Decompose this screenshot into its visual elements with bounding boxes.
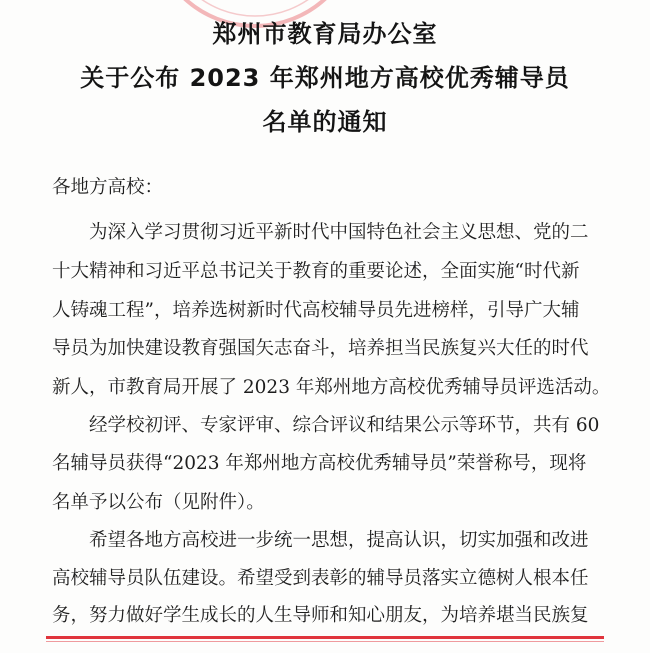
body-line: 务，努力做好学生成长的人生导师和知心朋友，为培养堪当民族复 bbox=[52, 605, 589, 626]
body-line: 十大精神和习近平总书记关于教育的重要论述，全面实施“时代新 bbox=[52, 261, 580, 282]
body-line: 名辅导员获得“2023 年郑州地方高校优秀辅导员”荣誉称号，现将 bbox=[52, 453, 587, 474]
body-line: 导员为加快建设教育强国矢志奋斗，培养担当民族复兴大任的时代 bbox=[52, 338, 589, 359]
body-line: 为深入学习贯彻习近平新时代中国特色社会主义思想、党的二 bbox=[89, 222, 589, 243]
body-line: 经学校初评、专家评审、综合评议和结果公示等环节，共有 60 bbox=[89, 415, 600, 436]
body-line: 希望各地方高校进一步统一思想，提高认识，切实加强和改进 bbox=[89, 530, 589, 551]
issuer-title: 郑州市教育局办公室 bbox=[212, 20, 438, 48]
body-line: 名单予以公布（见附件）。 bbox=[52, 492, 265, 513]
salutation-text: 各地方高校： bbox=[52, 177, 164, 198]
notice-title-line-2: 名单的通知 bbox=[262, 108, 388, 136]
red-divider bbox=[46, 636, 604, 639]
notice-title-line-1: 关于公布 2023 年郑州地方高校优秀辅导员 bbox=[80, 64, 570, 92]
red-divider-thin bbox=[46, 641, 604, 642]
body-line: 高校辅导员队伍建设。希望受到表彰的辅导员落实立德树人根本任 bbox=[52, 568, 589, 589]
body-line: 人铸魂工程”，培养选树新时代高校辅导员先进榜样，引导广大辅 bbox=[52, 300, 580, 321]
body-line: 新人，市教育局开展了 2023 年郑州地方高校优秀辅导员评选活动。 bbox=[52, 377, 611, 398]
